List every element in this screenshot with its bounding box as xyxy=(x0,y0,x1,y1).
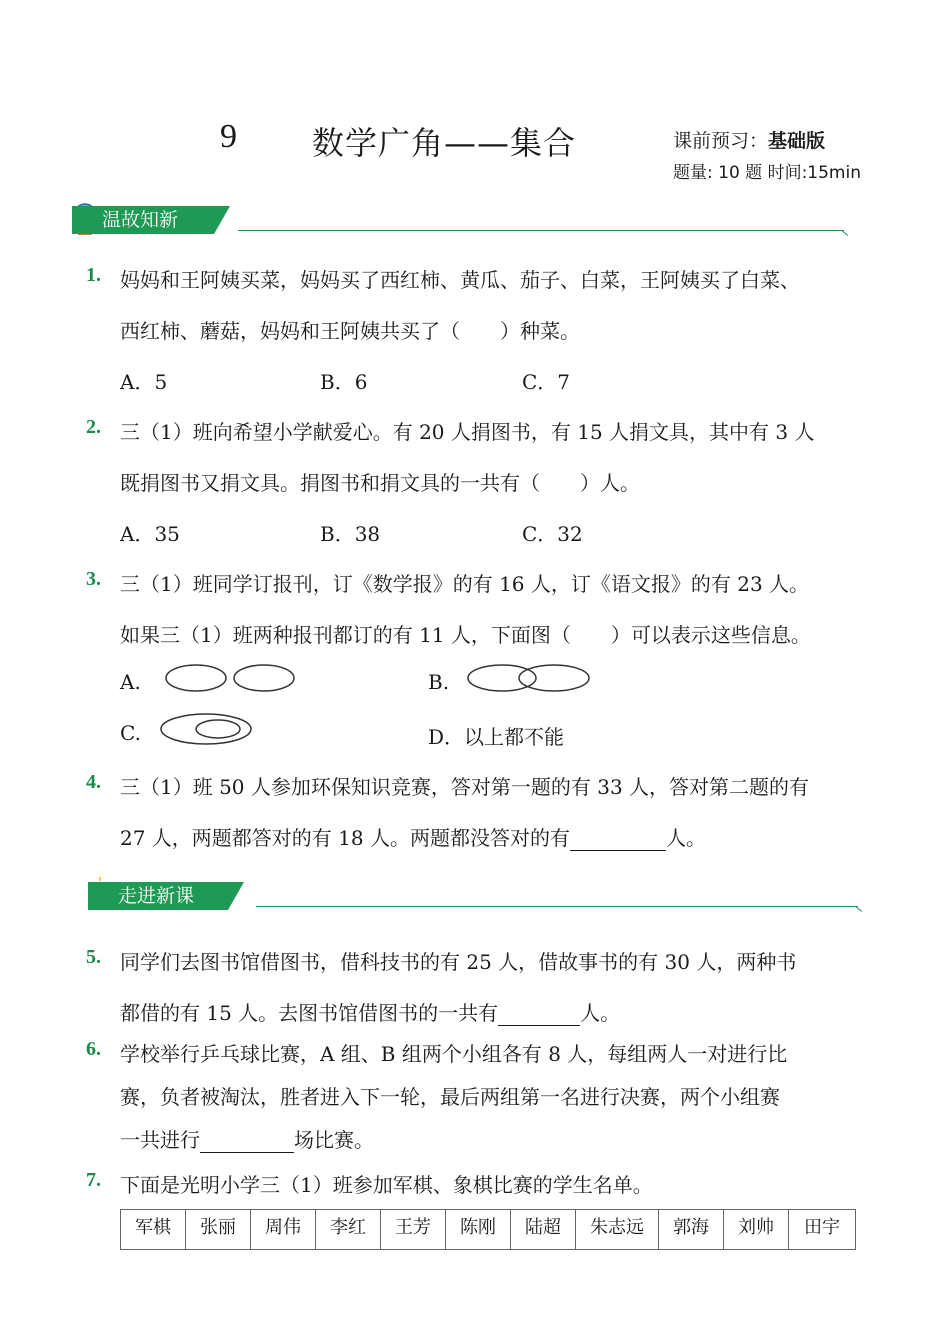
option-c: C．32 xyxy=(522,522,583,546)
question-text-pre: 都借的有 15 人。去图书馆借图书的一共有 xyxy=(120,1001,499,1025)
question-text-post: 人。 xyxy=(665,826,706,850)
meta-label: 课前预习： xyxy=(673,130,769,152)
answer-blank[interactable] xyxy=(570,828,666,851)
venn-subset-diagram xyxy=(156,710,256,748)
question-number: 7. xyxy=(86,1169,101,1191)
question-text xyxy=(120,822,706,851)
chapter-number: 9 xyxy=(220,118,237,155)
table-cell: 田宇 xyxy=(789,1210,856,1250)
section-divider xyxy=(238,230,844,231)
question-text: 学校举行乒乓球比赛，A 组、B 组两个小组各有 8 人，每组两人一对进行比 xyxy=(120,1042,788,1066)
answer-blank[interactable] xyxy=(498,1003,580,1026)
section-banner-new-lesson xyxy=(88,876,868,916)
option-a: A．35 xyxy=(120,522,180,546)
section-label: 温故知新 xyxy=(72,206,214,234)
question-text-pre: 27 人，两题都答对的有 18 人。两题都没答对的有 xyxy=(120,826,570,850)
question-text xyxy=(120,1124,374,1153)
table-cell: 陆超 xyxy=(511,1210,576,1250)
chapter-title: 数学广角——集合 xyxy=(312,124,577,162)
option-a: A. xyxy=(120,670,141,694)
question-text: 如果三（1）班两种报刊都订的有 11 人，下面图（ ）可以表示这些信息。 xyxy=(120,623,811,647)
question-text-post: 场比赛。 xyxy=(294,1128,374,1152)
table-cell: 周伟 xyxy=(251,1210,316,1250)
question-text: 西红柿、蘑菇，妈妈和王阿姨共买了（ ）种菜。 xyxy=(120,319,580,343)
preview-level xyxy=(673,126,825,153)
question-text: 妈妈和王阿姨买菜，妈妈买了西红柿、黄瓜、茄子、白菜，王阿姨买了白菜、 xyxy=(120,268,800,292)
table-cell: 郭海 xyxy=(659,1210,724,1250)
question-number: 3. xyxy=(86,568,101,590)
table-cell: 朱志远 xyxy=(576,1210,659,1250)
question-text-pre: 一共进行 xyxy=(120,1128,200,1152)
participant-table xyxy=(120,1209,856,1250)
question-number: 6. xyxy=(86,1038,101,1060)
question-text: 同学们去图书馆借图书，借科技书的有 25 人，借故事书的有 30 人，两种书 xyxy=(120,950,797,974)
option-b: B．6 xyxy=(320,370,368,394)
question-text: 既捐图书又捐文具。捐图书和捐文具的一共有（ ）人。 xyxy=(120,471,640,495)
table-cell: 刘帅 xyxy=(724,1210,789,1250)
question-count: 题量: 10 题 时间:15min xyxy=(673,163,861,183)
table-cell: 张丽 xyxy=(186,1210,251,1250)
question-number: 2. xyxy=(86,416,101,438)
meta-level: 基础版 xyxy=(768,130,826,152)
section-banner-review xyxy=(72,200,852,240)
question-text: 下面是光明小学三（1）班参加军棋、象棋比赛的学生名单。 xyxy=(120,1173,653,1197)
section-divider xyxy=(256,906,858,907)
question-text-post: 人。 xyxy=(580,1001,621,1025)
venn-overlap-diagram xyxy=(462,660,596,696)
question-number: 4. xyxy=(86,771,101,793)
section-label: 走进新课 xyxy=(88,882,228,910)
option-b: B．38 xyxy=(320,522,381,546)
option-c: C. xyxy=(120,721,141,745)
answer-blank[interactable] xyxy=(200,1130,294,1153)
question-number: 5. xyxy=(86,946,101,968)
option-b: B. xyxy=(428,670,450,694)
question-text: 三（1）班 50 人参加环保知识竞赛，答对第一题的有 33 人，答对第二题的有 xyxy=(120,775,810,799)
question-text: 赛，负者被淘汰，胜者进入下一轮，最后两组第一名进行决赛，两个小组赛 xyxy=(120,1085,780,1109)
table-cell: 李红 xyxy=(316,1210,381,1250)
option-c: C．7 xyxy=(522,370,571,394)
option-a: A．5 xyxy=(120,370,168,394)
venn-separate-diagram xyxy=(160,660,300,696)
option-d: D．以上都不能 xyxy=(428,725,565,749)
table-cell: 军棋 xyxy=(121,1210,186,1250)
question-text: 三（1）班向希望小学献爱心。有 20 人捐图书，有 15 人捐文具，其中有 3 人 xyxy=(120,420,815,444)
question-text xyxy=(120,997,620,1026)
table-cell: 王芳 xyxy=(381,1210,446,1250)
question-number: 1. xyxy=(86,264,101,286)
table-row xyxy=(121,1210,856,1250)
question-text: 三（1）班同学订报刊，订《数学报》的有 16 人，订《语文报》的有 23 人。 xyxy=(120,572,810,596)
table-cell: 陈刚 xyxy=(446,1210,511,1250)
